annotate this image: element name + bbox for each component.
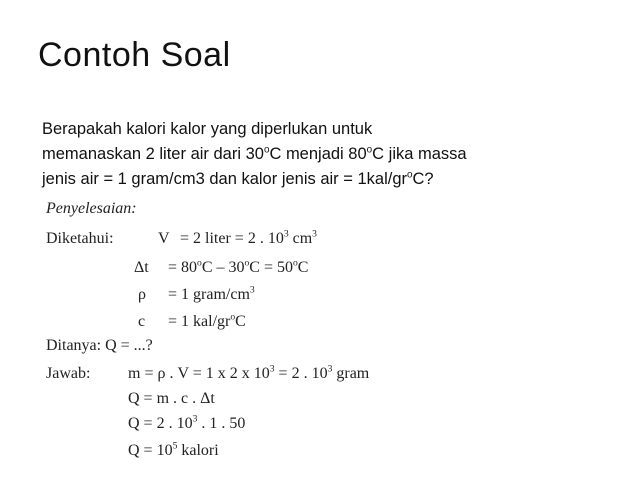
density-symbol: ρ (138, 286, 146, 303)
asked-row: Ditanya: Q = ...? (46, 337, 153, 354)
question-line-1: Berapakah kalori kalor yang diperlukan untuk (42, 120, 373, 138)
delta-t-symbol: Δt (134, 259, 149, 276)
heat-substitution: Q = 2 . $10^3$ . 1 . 50 (128, 413, 246, 432)
volume-value: = 2 liter = 2 . $10^3$ $cm^3$ (180, 228, 317, 247)
heat-result: $Q = 10^5$ kalori (128, 440, 219, 459)
question-line-2: memanaskan 2 liter air dari 30$^o$C menjadi 80$^o$C jika massa (42, 144, 467, 163)
specific-heat-symbol: c (138, 313, 146, 330)
slide-title: Contoh Soal (38, 36, 231, 74)
known-label: Diketahui: (46, 230, 114, 247)
solution-heading: Penyelesaian: (46, 200, 137, 217)
answer-label: Jawab: (46, 365, 91, 382)
question-line-3: jenis air = 1 gram/cm3 dan kalor jenis air = $1kal/gr^oC$? (42, 169, 434, 188)
volume-symbol: V (158, 230, 170, 247)
specific-heat-value: = 1 kal/$gr^oC$ (168, 311, 246, 330)
heat-formula: Q = m . c . Δt (128, 390, 215, 407)
density-value: = 1 gram/$cm^3$ (168, 284, 255, 303)
delta-t-value: = $80^oC - 30^oC = 50^oC$ (168, 257, 309, 276)
question-text (42, 117, 602, 192)
mass-equation: m = ρ . V = 1 x 2 x $10^3 = 2$ . $10^3$ gram (128, 363, 370, 382)
